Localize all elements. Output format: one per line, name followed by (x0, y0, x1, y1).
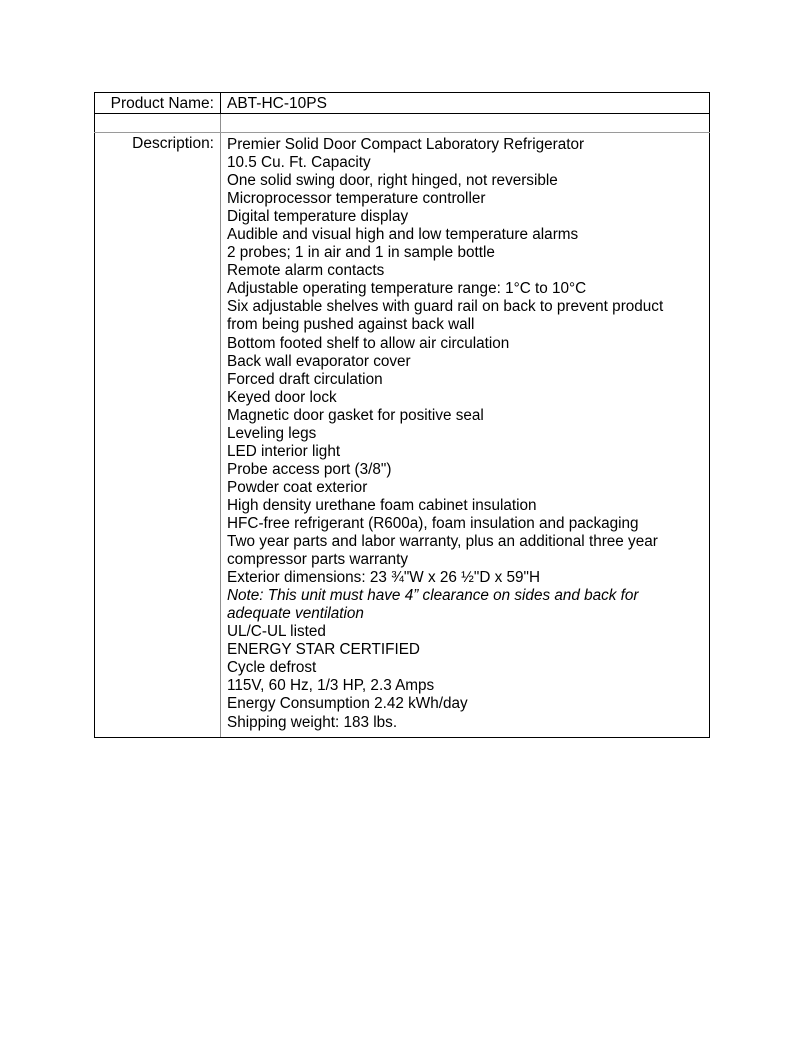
description-line: 115V, 60 Hz, 1/3 HP, 2.3 Amps (227, 677, 435, 695)
product-name-label-cell (95, 93, 221, 114)
description-line: Audible and visual high and low temperature alarms (227, 226, 579, 244)
description-line: High density urethane foam cabinet insulation (227, 496, 537, 514)
description-line: Leveling legs (227, 424, 317, 442)
description-line: Exterior dimensions: 23 ¾"W x 26 ½"D x 59"H (227, 569, 541, 587)
description-line: Two year parts and labor warranty, plus an additional three year (227, 533, 658, 551)
product-name-value-cell (221, 93, 710, 114)
product-name-value: ABT-HC-10PS (227, 95, 327, 112)
description-line: compressor parts warranty (227, 551, 409, 569)
description-line: Shipping weight: 183 lbs. (227, 713, 398, 731)
description-line: Premier Solid Door Compact Laboratory Refrigerator (227, 136, 585, 153)
description-line: Microprocessor temperature controller (227, 190, 486, 208)
description-line: Bottom footed shelf to allow air circulation (227, 334, 510, 352)
description-line: Six adjustable shelves with guard rail on back to prevent product (227, 298, 664, 316)
spacer-value-cell (221, 114, 710, 133)
description-line: 10.5 Cu. Ft. Capacity (227, 154, 371, 172)
description-line: HFC-free refrigerant (R600a), foam insulation and packaging (227, 514, 639, 532)
description-line: Forced draft circulation (227, 370, 383, 388)
table-body (95, 93, 710, 738)
description-line: Adjustable operating temperature range: 1°C to 10°C (227, 280, 587, 298)
description-line: Energy Consumption 2.42 kWh/day (227, 695, 468, 713)
description-line: Probe access port (3/8") (227, 460, 392, 478)
table-row-description (95, 133, 710, 738)
description-line: Back wall evaporator cover (227, 352, 411, 370)
description-line: ENERGY STAR CERTIFIED (227, 641, 420, 659)
description-line: Note: This unit must have 4” clearance on sides and back for (227, 587, 639, 605)
description-line: Remote alarm contacts (227, 262, 385, 280)
description-line: 2 probes; 1 in air and 1 in sample bottle (227, 244, 495, 262)
description-line: Powder coat exterior (227, 478, 368, 496)
table-row-spacer (95, 114, 710, 133)
description-line: adequate ventilation (227, 605, 364, 623)
description-line: Cycle defrost (227, 659, 317, 677)
product-specification-table (94, 92, 710, 738)
description-label-cell (95, 133, 221, 738)
description-label: Description: (132, 135, 214, 152)
description-line: LED interior light (227, 442, 341, 460)
description-line: One solid swing door, right hinged, not reversible (227, 172, 558, 190)
product-name-label: Product Name: (110, 95, 214, 112)
description-line: Digital temperature display (227, 208, 409, 226)
spacer-value (221, 114, 709, 115)
spacer-label (95, 114, 220, 115)
description-line: UL/C-UL listed (227, 623, 326, 641)
description-feature-list (221, 133, 709, 737)
table-row-product-name (95, 93, 710, 114)
description-line: from being pushed against back wall (227, 316, 475, 334)
description-line: Magnetic door gasket for positive seal (227, 406, 484, 424)
description-value-cell (221, 133, 710, 738)
spacer-label-cell (95, 114, 221, 133)
description-line: Keyed door lock (227, 388, 337, 406)
